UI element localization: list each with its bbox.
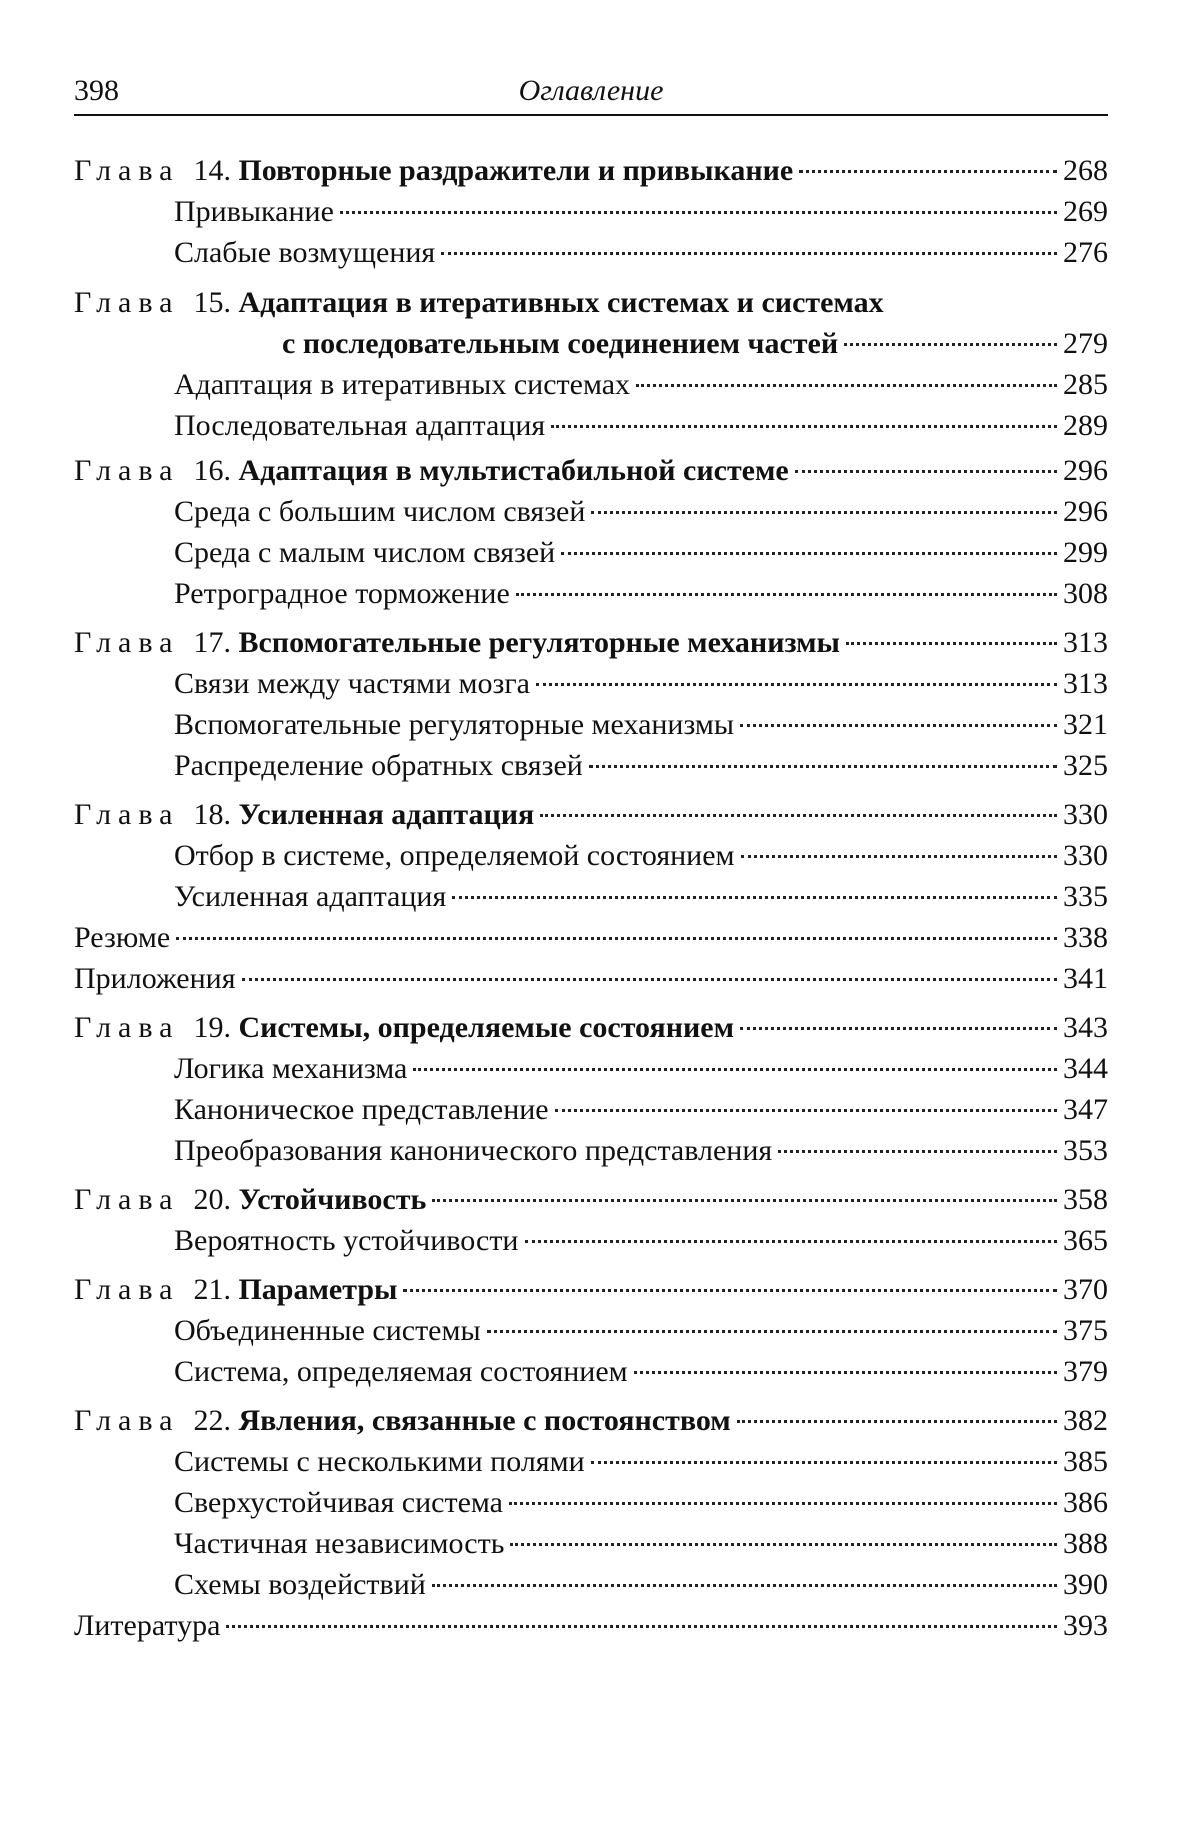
chapter-number: 20.: [193, 1183, 231, 1216]
chapter-label: Глава: [74, 1011, 180, 1044]
dot-leader: [846, 642, 1057, 645]
page-ref: 285: [1063, 368, 1108, 401]
toc-section: [74, 663, 1108, 704]
toc-section: [74, 1441, 1108, 1482]
chapter-label: Глава: [74, 626, 180, 659]
dot-leader: [795, 470, 1057, 473]
toc-chapter-17: [74, 622, 1108, 663]
page-ref: 343: [1063, 1011, 1108, 1044]
chapter-number: 15.: [193, 286, 231, 319]
toc-section: [74, 704, 1108, 745]
chapter-title: Усиленная адаптация: [238, 798, 535, 831]
page-ref: 299: [1063, 536, 1108, 569]
entry-title: Приложения: [74, 962, 236, 995]
section-title: Адаптация в итеративных системах: [174, 368, 631, 401]
section-title: Ретроградное торможение: [174, 577, 510, 610]
dot-leader: [487, 1330, 1057, 1333]
dot-leader: [740, 1027, 1057, 1030]
dot-leader: [778, 1150, 1057, 1153]
page-ref: 393: [1063, 1609, 1108, 1642]
page-ref: 279: [1063, 327, 1108, 360]
toc-section: [74, 364, 1108, 405]
page-ref: 338: [1063, 921, 1108, 954]
page-ref: 269: [1063, 195, 1108, 228]
section-title: Вспомогательные регуляторные механизмы: [174, 708, 735, 741]
dot-leader: [634, 1371, 1057, 1374]
toc-literature: [74, 1605, 1108, 1646]
section-title: Сверхустойчивая система: [174, 1486, 503, 1519]
section-title: Последовательная адаптация: [174, 409, 546, 442]
dot-leader: [516, 593, 1057, 596]
dot-leader: [340, 211, 1057, 214]
chapter-number: 18.: [193, 798, 231, 831]
dot-leader: [432, 1199, 1057, 1202]
toc-section: [74, 835, 1108, 876]
dot-leader: [591, 1461, 1057, 1464]
dot-leader: [799, 170, 1057, 173]
page-ref: 379: [1063, 1355, 1108, 1388]
chapter-title: Устойчивость: [238, 1183, 427, 1216]
section-title: Усиленная адаптация: [174, 880, 447, 913]
toc-section: [74, 745, 1108, 786]
chapter-title: Адаптация в мультистабильной системе: [238, 454, 789, 487]
chapter-title: Параметры: [238, 1273, 398, 1306]
chapter-title: Повторные раздражители и привыкание: [238, 154, 794, 187]
page-ref: 330: [1063, 798, 1108, 831]
dot-leader: [636, 384, 1057, 387]
page-ref: 276: [1063, 236, 1108, 269]
chapter-label: Глава: [74, 154, 180, 187]
toc-chapter-15: [74, 283, 1108, 364]
dot-leader: [510, 1543, 1057, 1546]
chapter-label: Глава: [74, 1404, 180, 1437]
chapter-number: 16.: [193, 454, 231, 487]
dot-leader: [737, 1420, 1057, 1423]
toc-chapter-20: [74, 1179, 1108, 1220]
chapter-number: 19.: [193, 1011, 231, 1044]
toc-chapter-16: [74, 450, 1108, 491]
page-ref: 388: [1063, 1527, 1108, 1560]
chapter-label: Глава: [74, 1183, 180, 1216]
toc-chapter-14: [74, 150, 1108, 191]
toc-chapter-21: [74, 1269, 1108, 1310]
page-ref: 289: [1063, 409, 1108, 442]
section-title: Системы с несколькими полями: [174, 1445, 585, 1478]
running-title: Оглавление: [518, 74, 664, 107]
page-ref: 335: [1063, 880, 1108, 913]
dot-leader: [226, 1625, 1057, 1628]
page-ref: 321: [1063, 708, 1108, 741]
toc-appendix: [74, 958, 1108, 999]
section-title: Логика механизма: [174, 1052, 408, 1085]
page-ref: 358: [1063, 1183, 1108, 1216]
toc-section: [74, 191, 1108, 232]
section-title: Связи между частями мозга: [174, 667, 531, 700]
toc-section: [74, 491, 1108, 532]
toc-summary: [74, 917, 1108, 958]
dot-leader: [589, 765, 1057, 768]
page-ref: 325: [1063, 749, 1108, 782]
toc-section: [74, 1564, 1108, 1605]
dot-leader: [403, 1289, 1057, 1292]
toc-chapter-19: [74, 1007, 1108, 1048]
dot-leader: [555, 1109, 1057, 1112]
chapter-title: Явления, связанные с постоянством: [238, 1404, 731, 1437]
dot-leader: [525, 1240, 1058, 1243]
page-ref: 365: [1063, 1224, 1108, 1257]
section-title: Среда с малым числом связей: [174, 536, 556, 569]
page-ref: 344: [1063, 1052, 1108, 1085]
dot-leader: [740, 724, 1057, 727]
dot-leader: [561, 552, 1057, 555]
dot-leader: [242, 978, 1058, 981]
section-title: Привыкание: [174, 195, 334, 228]
dot-leader: [441, 252, 1057, 255]
chapter-label: Глава: [74, 1273, 180, 1306]
dot-leader: [741, 855, 1057, 858]
toc-section: [74, 1310, 1108, 1351]
chapter-label: Глава: [74, 286, 180, 319]
page-ref: 347: [1063, 1093, 1108, 1126]
dot-leader: [509, 1502, 1057, 1505]
toc-section: [74, 232, 1108, 273]
toc-section: [74, 405, 1108, 446]
chapter-label: Глава: [74, 798, 180, 831]
chapter-title-line2: с последовательным соединением частей: [282, 327, 839, 360]
page-ref: 385: [1063, 1445, 1108, 1478]
page-ref: 296: [1063, 454, 1108, 487]
dot-leader: [536, 683, 1057, 686]
page-ref: 341: [1063, 962, 1108, 995]
dot-leader: [591, 511, 1057, 514]
toc-section: [74, 876, 1108, 917]
section-title: Среда с большим числом связей: [174, 495, 586, 528]
section-title: Распределение обратных связей: [174, 749, 583, 782]
dot-leader: [551, 425, 1057, 428]
chapter-label: Глава: [74, 454, 180, 487]
page-ref: 308: [1063, 577, 1108, 610]
chapter-number: 21.: [193, 1273, 231, 1306]
section-title: Частичная независимость: [174, 1527, 505, 1560]
page-ref: 330: [1063, 839, 1108, 872]
chapter-title: Системы, определяемые состоянием: [238, 1011, 735, 1044]
toc-section: [74, 1089, 1108, 1130]
page-ref: 353: [1063, 1134, 1108, 1167]
page-ref: 313: [1063, 667, 1108, 700]
dot-leader: [413, 1068, 1057, 1071]
section-title: Преобразования канонического представления: [174, 1134, 773, 1167]
dot-leader: [452, 896, 1057, 899]
page-number: 398: [74, 74, 119, 107]
chapter-number: 14.: [193, 154, 231, 187]
chapter-title-line1: Адаптация в итеративных системах и системах: [238, 286, 884, 319]
dot-leader: [176, 937, 1057, 940]
dot-leader: [432, 1584, 1057, 1587]
toc-section: [74, 573, 1108, 614]
section-title: Система, определяемая состоянием: [174, 1355, 628, 1388]
toc-section: [74, 1351, 1108, 1392]
toc-section: [74, 532, 1108, 573]
toc-section: [74, 1130, 1108, 1171]
page-ref: 313: [1063, 626, 1108, 659]
toc-chapter-18: [74, 794, 1108, 835]
chapter-number: 17.: [193, 626, 231, 659]
page-ref: 268: [1063, 154, 1108, 187]
section-title: Каноническое представление: [174, 1093, 549, 1126]
section-title: Вероятность устойчивости: [174, 1224, 519, 1257]
chapter-number: 22.: [193, 1404, 231, 1437]
entry-title: Резюме: [74, 921, 171, 954]
page-ref: 370: [1063, 1273, 1108, 1306]
page-ref: 386: [1063, 1486, 1108, 1519]
toc-chapter-22: [74, 1400, 1108, 1441]
section-title: Объединенные системы: [174, 1314, 481, 1347]
page-ref: 382: [1063, 1404, 1108, 1437]
toc-section: [74, 1220, 1108, 1261]
dot-leader: [844, 343, 1057, 346]
chapter-title: Вспомогательные регуляторные механизмы: [238, 626, 840, 659]
page-ref: 296: [1063, 495, 1108, 528]
toc-section: [74, 1048, 1108, 1089]
dot-leader: [540, 814, 1057, 817]
page-ref: 375: [1063, 1314, 1108, 1347]
section-title: Слабые возмущения: [174, 236, 436, 269]
section-title: Схемы воздействий: [174, 1568, 426, 1601]
entry-title: Литература: [74, 1609, 221, 1642]
page-ref: 390: [1063, 1568, 1108, 1601]
section-title: Отбор в системе, определяемой состоянием: [174, 839, 735, 872]
table-of-contents: [74, 150, 1108, 1646]
toc-section: [74, 1482, 1108, 1523]
toc-section: [74, 1523, 1108, 1564]
page-header: [74, 68, 1108, 116]
